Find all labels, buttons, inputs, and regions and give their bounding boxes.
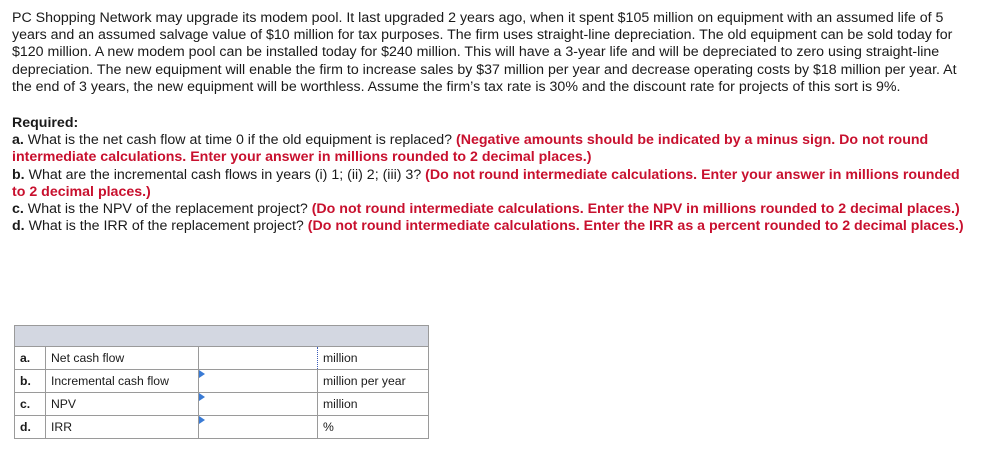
row-unit: million (318, 393, 429, 416)
incremental-cash-flow-cell (199, 370, 318, 393)
question-letter: c. (12, 201, 24, 218)
row-unit: million per year (318, 370, 429, 393)
npv-cell (199, 393, 318, 416)
problem-text: PC Shopping Network may upgrade its modem pool. It last upgraded 2 years ago, when it spent $105 million on equipment with an assumed life of 5 years and an assumed salvage value of $10 million for tax purposes. The firm uses straight-line depreciation. The old equipment can be sold today for $120 million. A new modem pool can be installed today for $240 million. This will have a 3-year life and will be depreciated to zero using straight-line depreciation. The new equipment will enable the firm to increase sales by $37 million per year and decrease operating costs by $18 million per year. At the end of 3 years, the new equipment will be worthless. Assume the firm’s tax rate is 30% and the discount rate for projects of this sort is 9%. (12, 10, 957, 95)
row-letter: c. (15, 393, 46, 416)
irr-input[interactable] (199, 416, 317, 438)
irr-cell (199, 416, 318, 439)
question-instruction: (Negative amounts should be indicated by a minus sign. Do not round intermediate calculations. Enter your answer in millions rounded to 2 decimal places.) (12, 132, 929, 166)
answer-table (14, 325, 429, 439)
question-text: What is the net cash flow at time 0 if the old equipment is replaced? (27, 132, 453, 149)
row-letter: b. (15, 370, 46, 393)
required-title: Required: (12, 115, 79, 132)
net-cash-flow-input[interactable] (199, 347, 317, 369)
table-header-row (15, 326, 429, 347)
row-label: Incremental cash flow (46, 370, 199, 393)
row-label: NPV (46, 393, 199, 416)
question-letter: d. (12, 218, 25, 235)
row-label: Net cash flow (46, 347, 199, 370)
question-instruction: (Do not round intermediate calculations. Enter the IRR as a percent rounded to 2 decimal places.) (307, 218, 964, 235)
question-letter: b. (12, 166, 25, 183)
question-text: What are the incremental cash flows in years (i) 1; (ii) 2; (iii) 3? (28, 166, 422, 183)
question-c (12, 201, 967, 218)
required-section (12, 115, 967, 235)
table-row-b (15, 370, 429, 393)
question-b (12, 167, 967, 201)
question-text: What is the IRR of the replacement project? (28, 218, 304, 235)
question-instruction: (Do not round intermediate calculations. Enter your answer in millions rounded to 2 decimal places.) (12, 166, 960, 200)
row-label: IRR (46, 416, 199, 439)
table-row-a (15, 347, 429, 370)
table-row-d (15, 416, 429, 439)
question-instruction: (Do not round intermediate calculations. Enter the NPV in millions rounded to 2 decimal places.) (311, 201, 960, 218)
input-flag-icon (199, 416, 205, 424)
table-row-c (15, 393, 429, 416)
row-unit: million (318, 347, 429, 370)
input-flag-icon (199, 370, 205, 378)
table-header-cell (15, 326, 429, 347)
question-a (12, 132, 967, 166)
net-cash-flow-cell (199, 347, 318, 370)
question-text: What is the NPV of the replacement project? (27, 201, 308, 218)
input-flag-icon (199, 393, 205, 401)
incremental-cash-flow-input[interactable] (199, 370, 317, 392)
question-letter: a. (12, 132, 24, 149)
question-d (12, 218, 967, 235)
row-letter: d. (15, 416, 46, 439)
row-letter: a. (15, 347, 46, 370)
npv-input[interactable] (199, 393, 317, 415)
row-unit: % (318, 416, 429, 439)
problem-statement (12, 10, 967, 235)
